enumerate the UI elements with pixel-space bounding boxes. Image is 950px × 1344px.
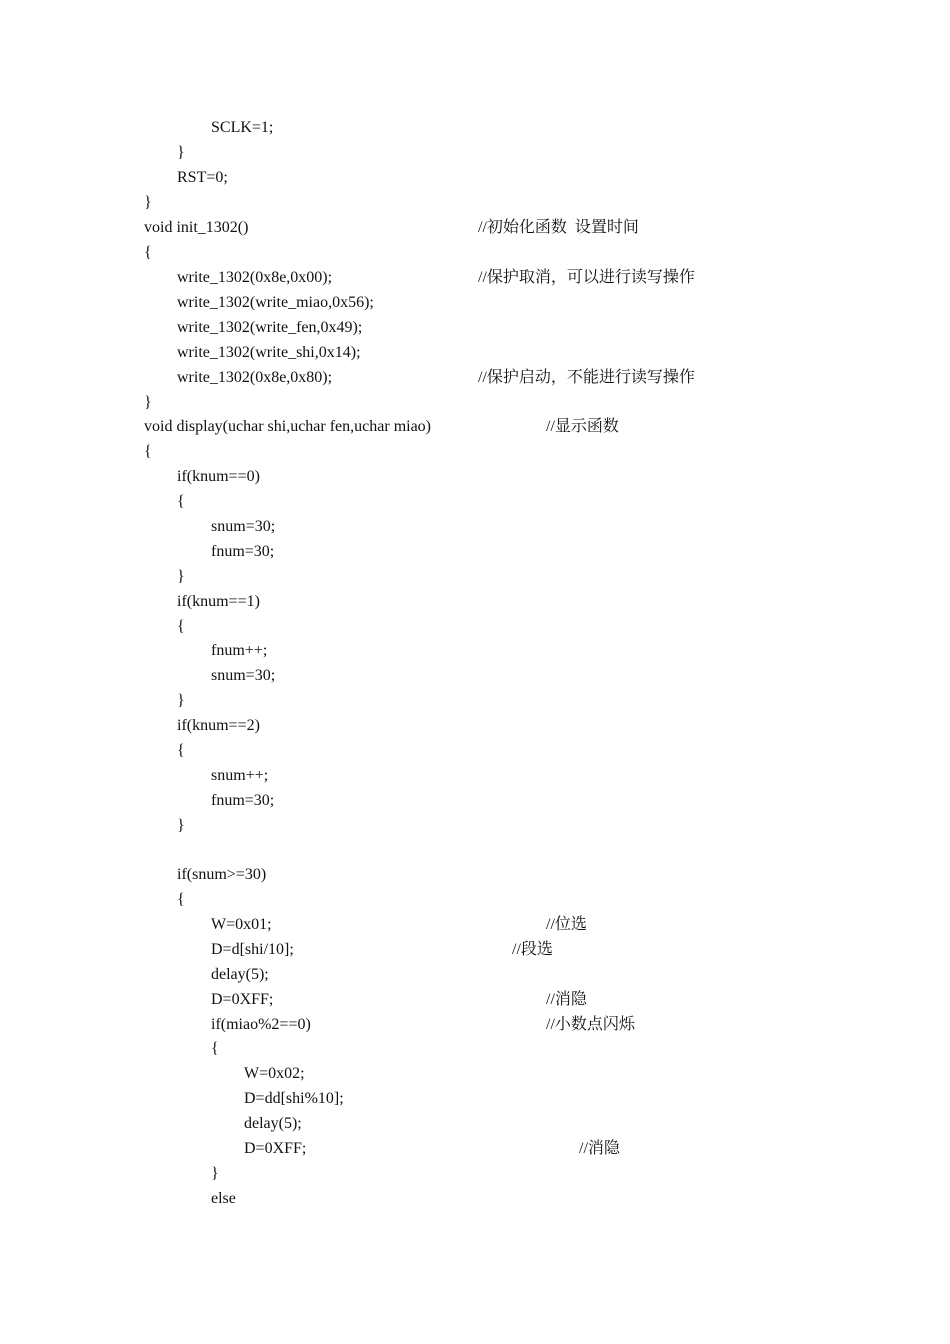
code-text: write_1302(0x8e,0x80); (177, 369, 333, 386)
code-line (0, 464, 950, 489)
code-comment: //小数点闪烁 (546, 1016, 635, 1033)
code-line (0, 1161, 950, 1186)
code-text: SCLK=1; (211, 119, 274, 136)
code-text: } (211, 1165, 219, 1182)
code-text: RST=0; (177, 169, 228, 186)
code-text: } (177, 692, 185, 709)
code-text: } (144, 394, 152, 411)
code-text: if(knum==0) (177, 468, 260, 485)
code-line (0, 1012, 950, 1037)
code-text: write_1302(write_fen,0x49); (177, 319, 363, 336)
code-line (0, 688, 950, 713)
code-line (0, 564, 950, 589)
code-line (0, 738, 950, 763)
code-text: } (177, 144, 185, 161)
code-line (0, 265, 950, 290)
code-text: W=0x02; (244, 1065, 305, 1082)
code-text: fnum=30; (211, 543, 275, 560)
code-line (0, 1061, 950, 1086)
code-text: if(miao%2==0) (211, 1016, 311, 1033)
code-line (0, 340, 950, 365)
code-line (0, 763, 950, 788)
code-line (0, 937, 950, 962)
code-text: { (144, 244, 152, 261)
code-text: { (177, 742, 185, 759)
code-comment: //位选 (546, 916, 587, 933)
code-text: D=0XFF; (244, 1140, 307, 1157)
code-text: void init_1302() (144, 219, 249, 236)
code-line (0, 539, 950, 564)
code-line (0, 638, 950, 663)
code-text: { (177, 618, 185, 635)
code-line (0, 962, 950, 987)
code-line (0, 290, 950, 315)
code-text: write_1302(0x8e,0x00); (177, 269, 333, 286)
code-line (0, 240, 950, 265)
code-line (0, 887, 950, 912)
code-text: W=0x01; (211, 916, 272, 933)
code-comment: //消隐 (546, 991, 587, 1008)
code-text: D=d[shi/10]; (211, 941, 294, 958)
code-comment: //保护取消，可以进行读写操作 (478, 269, 695, 286)
code-text: delay(5); (211, 966, 269, 983)
code-line (0, 414, 950, 439)
code-line (0, 1111, 950, 1136)
code-text: D=dd[shi%10]; (244, 1090, 344, 1107)
code-line (0, 115, 950, 140)
code-line (0, 713, 950, 738)
code-line (0, 190, 950, 215)
code-line (0, 1136, 950, 1161)
code-line (0, 589, 950, 614)
code-comment: //保护启动，不能进行读写操作 (478, 369, 695, 386)
code-text: snum++; (211, 767, 269, 784)
code-line (0, 614, 950, 639)
code-line (0, 987, 950, 1012)
code-text: { (144, 443, 152, 460)
code-comment: //消隐 (579, 1140, 620, 1157)
code-text: void display(uchar shi,uchar fen,uchar miao) (144, 418, 432, 435)
code-line (0, 788, 950, 813)
code-text: D=0XFF; (211, 991, 274, 1008)
code-line (0, 663, 950, 688)
code-line (0, 365, 950, 390)
code-comment: //段选 (512, 941, 553, 958)
code-text: { (177, 891, 185, 908)
code-text: snum=30; (211, 667, 276, 684)
code-line (0, 1086, 950, 1111)
code-line (0, 439, 950, 464)
code-line (0, 140, 950, 165)
code-comment: //显示函数 (546, 418, 619, 435)
code-line (0, 514, 950, 539)
code-text: snum=30; (211, 518, 276, 535)
code-line (0, 489, 950, 514)
code-text: } (144, 194, 152, 211)
code-text: if(knum==2) (177, 717, 260, 734)
code-text: fnum++; (211, 642, 268, 659)
code-comment: //初始化函数 设置时间 (478, 219, 639, 236)
code-text: delay(5); (244, 1115, 302, 1132)
code-text: { (177, 493, 185, 510)
code-text: } (177, 817, 185, 834)
code-text: { (211, 1040, 219, 1057)
code-text: else (211, 1190, 236, 1207)
code-line (0, 215, 950, 240)
code-text: if(snum>=30) (177, 866, 267, 883)
code-line (0, 1186, 950, 1211)
code-line (0, 165, 950, 190)
code-text: if(knum==1) (177, 593, 260, 610)
code-line (0, 862, 950, 887)
code-text: } (177, 568, 185, 585)
code-line (0, 813, 950, 838)
code-line (0, 912, 950, 937)
code-line (0, 1036, 950, 1061)
code-text: fnum=30; (211, 792, 275, 809)
code-text: write_1302(write_shi,0x14); (177, 344, 361, 361)
code-line (0, 315, 950, 340)
code-line (0, 390, 950, 415)
code-text: write_1302(write_miao,0x56); (177, 294, 374, 311)
